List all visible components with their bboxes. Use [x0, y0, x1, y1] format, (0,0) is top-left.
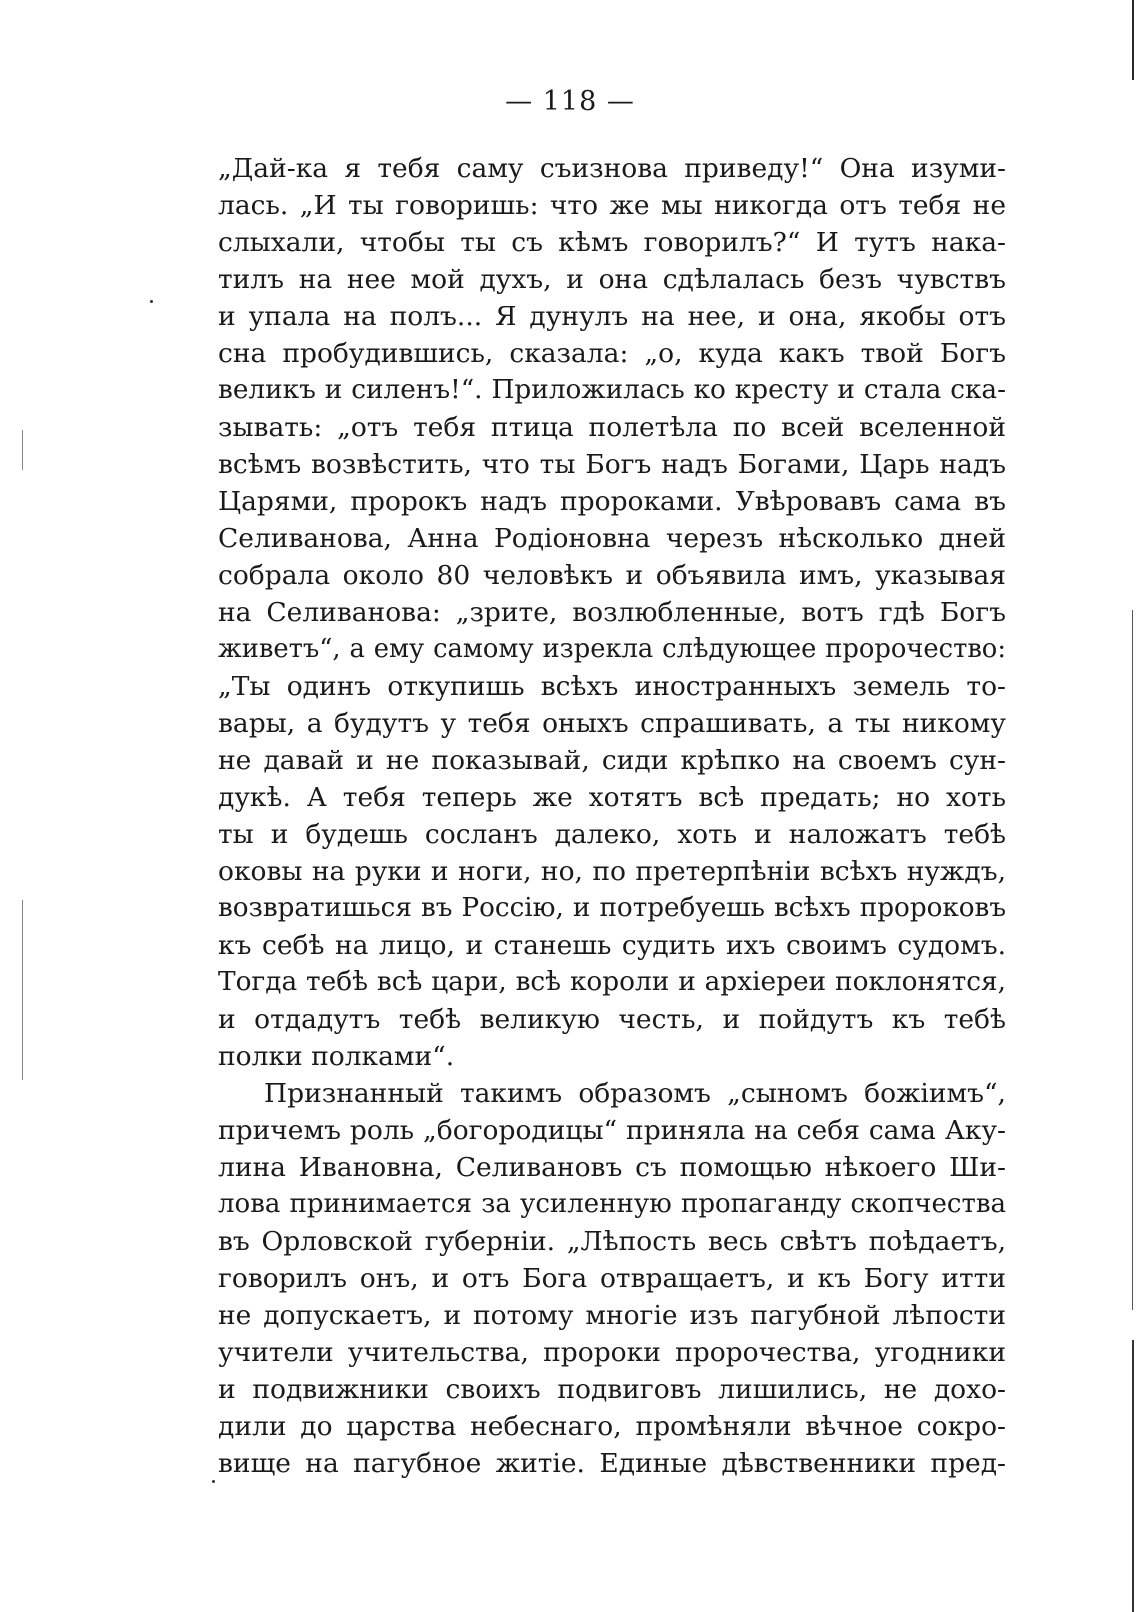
text-line: сна пробудившись, сказала: „о, куда какъ твой Богъ [218, 338, 1006, 369]
text-line: всѣмъ возвѣстить, что ты Богъ надъ Богами, Царь надъ [218, 449, 1006, 480]
paragraph-end-line: полки полками“. [218, 1041, 455, 1072]
text-line: къ себѣ на лицо, и станешь судить ихъ своимъ судомъ. [218, 930, 1006, 961]
text-line: „Дай-ка я тебя саму съизнова приведу!“ Она изуми- [218, 153, 1006, 184]
text-line: Тогда тебѣ всѣ цари, всѣ короли и архіереи поклонятся, [218, 967, 1006, 997]
page-number: — 118 — [505, 86, 635, 117]
text-line: собрала около 80 человѣкъ и объявила имъ, указывая [218, 560, 1006, 591]
text-line: говорилъ онъ, и отъ Бога отвращаетъ, и къ Богу итти [218, 1263, 1006, 1294]
text-line: вары, а будутъ у тебя оныхъ спрашивать, а ты никому [218, 708, 1006, 739]
text-line: оковы на руки и ноги, но, по претерпѣніи всѣхъ нуждъ, [218, 856, 1006, 887]
text-line: лина Ивановна, Селивановъ съ помощью нѣкоего Ши- [218, 1152, 1006, 1183]
paragraph-start-line: Признанный такимъ образомъ „сыномъ божіимъ“, [264, 1078, 1006, 1109]
text-line: не допускаетъ, и потому многіе изъ пагубной лѣпости [218, 1300, 1006, 1331]
text-line: „Ты одинъ откупишь всѣхъ иностранныхъ земель то- [218, 671, 1006, 702]
text-line: Царями, пророкъ надъ пророками. Увѣровавъ сама въ [218, 486, 1006, 517]
text-line: лась. „И ты говоришь: что же мы никогда отъ тебя не [218, 190, 1006, 221]
text-line: ты и будешь сосланъ далеко, хоть и наложатъ тебѣ [218, 819, 1006, 850]
text-line: на Селиванова: „зрите, возлюбленные, вотъ гдѣ Богъ [218, 597, 1006, 628]
body-text [218, 150, 1006, 1482]
text-line: и подвижники своихъ подвиговъ лишились, не дохо- [218, 1374, 1006, 1405]
text-line: вище на пагубное житіе. Единые дѣвственники пред- [218, 1448, 1006, 1479]
scan-edge-rule-mid [1132, 610, 1133, 1310]
text-line: и упала на полъ... Я дунулъ на нее, и она, якобы отъ [218, 301, 1006, 332]
text-line: слыхали, чтобы ты съ кѣмъ говорилъ?“ И тутъ нака- [218, 227, 1006, 258]
text-line: дили до царства небеснаго, промѣняли вѣчное сокро- [218, 1411, 1006, 1442]
text-line: не давай и не показывай, сиди крѣпко на своемъ сун- [218, 745, 1006, 776]
text-line: въ Орловской губерніи. „Лѣпость весь свѣтъ поѣдаетъ, [218, 1226, 1006, 1257]
text-line: Селиванова, Анна Родіоновна черезъ нѣсколько дней [218, 523, 1006, 554]
scan-left-rule-2 [22, 900, 23, 1080]
text-line: великъ и силенъ!“. Приложилась ко кресту и стала ска- [218, 375, 1006, 405]
text-line: лова принимается за усиленную пропаганду скопчества [218, 1189, 1006, 1219]
scan-edge-rule-bottom [1132, 1340, 1134, 1612]
text-line: и отдадутъ тебѣ великую честь, и пойдутъ къ тебѣ [218, 1004, 1006, 1035]
text-line: причемъ роль „богородицы“ приняла на себя сама Аку- [218, 1115, 1006, 1146]
scan-speck-2 [212, 1480, 215, 1483]
text-line: зывать: „отъ тебя птица полетѣла по всей вселенной [218, 412, 1006, 443]
text-line: тилъ на нее мой духъ, и она сдѣлалась безъ чувствъ [218, 264, 1006, 295]
text-line: учители учительства, пророки пророчества, угодники [218, 1337, 1006, 1368]
scan-left-rule-1 [22, 430, 23, 470]
text-line: живетъ“, а ему самому изрекла слѣдующее пророчество: [218, 634, 1006, 664]
text-line: возвратишься въ Россію, и потребуешь всѣхъ пророковъ [218, 893, 1006, 923]
scan-edge-rule-top [1132, 0, 1134, 80]
text-line: дукѣ. А тебя теперь же хотятъ всѣ предать; но хоть [218, 782, 1006, 813]
scan-speck-1 [150, 300, 153, 303]
